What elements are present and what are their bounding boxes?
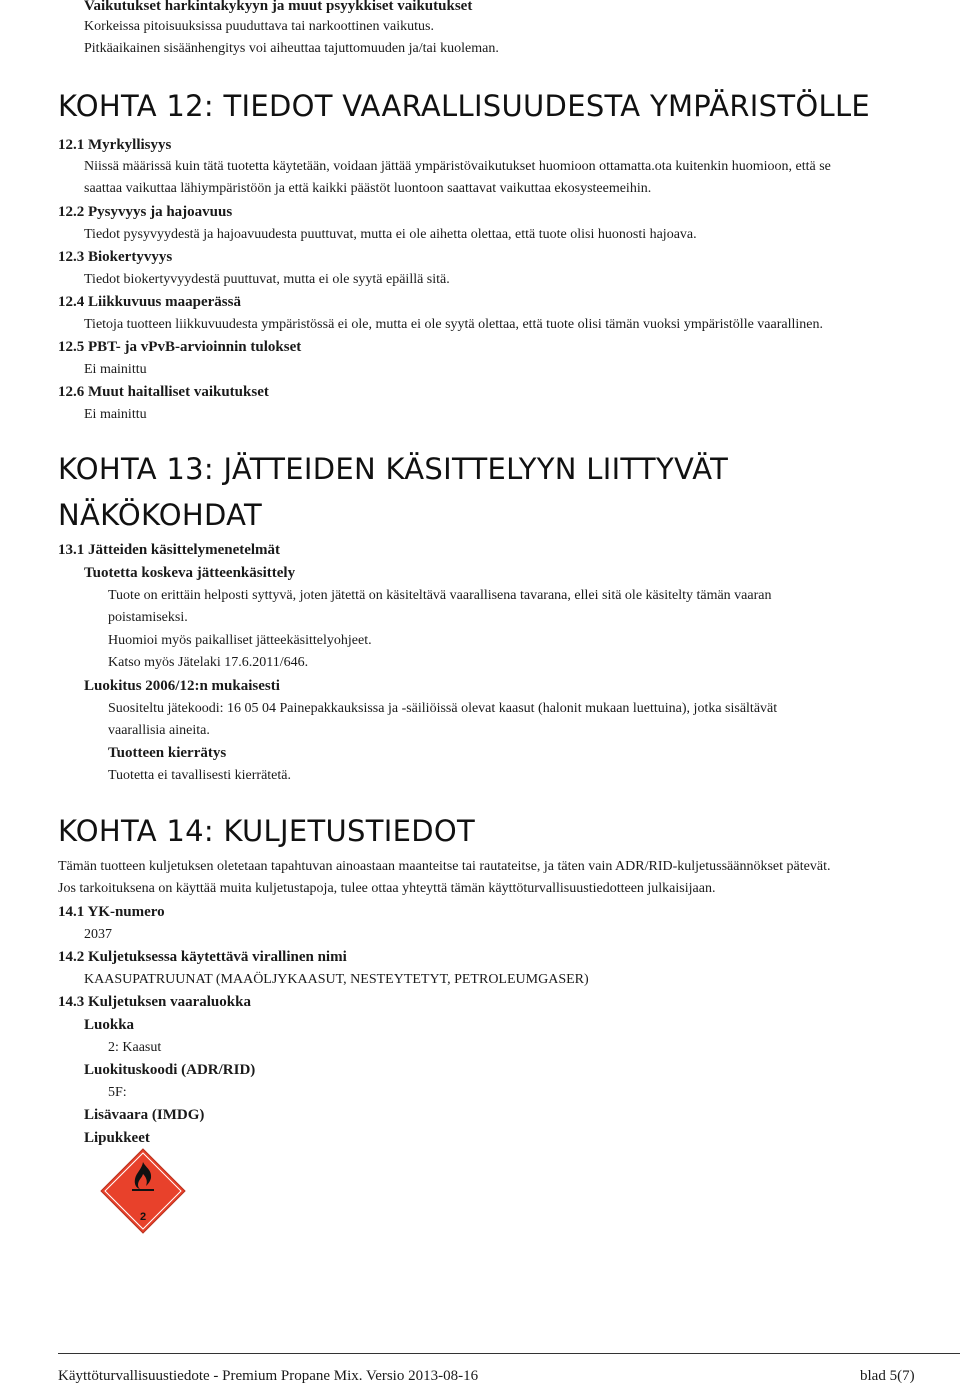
section-14-1-heading: 14.1 YK-numero	[58, 904, 165, 920]
intro-line-2: Pitkäaikainen sisäänhengitys voi aiheuttaa tajuttomuuden ja/tai kuoleman.	[84, 41, 499, 56]
section-12-5-text: Ei mainittu	[84, 362, 147, 377]
section-14-intro-line-2: Jos tarkoituksena on käyttää muita kuljetustapoja, tulee ottaa yhteyttä tämän käyttöturvallisuustiedotteen julkaisijaan.	[58, 881, 716, 896]
intro-line-1: Korkeissa pitoisuuksissa puuduttava tai narkoottinen vaikutus.	[84, 19, 434, 34]
labels-label: Lipukkeet	[84, 1130, 150, 1146]
section-12-3-text: Tiedot biokertyvyydestä puuttuvat, mutta ei ole syytä epäillä sitä.	[84, 272, 450, 287]
classification-code-value: 5F:	[108, 1085, 127, 1100]
section-12-4-heading: 12.4 Liikkuvuus maaperässä	[58, 294, 241, 310]
hazard-class-number: 2	[139, 1211, 147, 1223]
section-12-2-heading: 12.2 Pysyvyys ja hajoavuus	[58, 204, 233, 220]
intro-heading: Vaikutukset harkintakykyyn ja muut psyykkiset vaikutukset	[84, 0, 473, 14]
hazard-diamond-svg	[100, 1148, 186, 1234]
additional-hazard-label: Lisävaara (IMDG)	[84, 1107, 205, 1123]
section-12-1-heading: 12.1 Myrkyllisyys	[58, 137, 172, 153]
un-number: 2037	[84, 927, 112, 942]
product-waste-line-1: Tuote on erittäin helposti syttyvä, joten jätettä on käsiteltävä vaarallisena tavarana, ellei sitä ole käsitelty tämän vaaran	[108, 588, 772, 603]
product-waste-line-4: Katso myös Jätelaki 17.6.2011/646.	[108, 655, 309, 670]
section-14-3-heading: 14.3 Kuljetuksen vaaraluokka	[58, 994, 251, 1010]
section-12-title: KOHTA 12: TIEDOT VAARALLISUUDESTA YMPÄRISTÖLLE	[58, 89, 871, 123]
section-14-2-heading: 14.2 Kuljetuksessa käytettävä virallinen nimi	[58, 949, 347, 965]
flammable-gas-diamond-icon	[100, 1148, 186, 1234]
product-waste-heading: Tuotetta koskeva jätteenkäsittely	[84, 565, 296, 581]
section-12-1-line-2: saattaa vaikuttaa lähiympäristöön ja että kaikki päästöt luontoon saattavat vaikuttaa ekosysteemeihin.	[84, 181, 652, 196]
footer-document-info: Käyttöturvallisuustiedote - Premium Propane Mix. Versio 2013-08-16	[58, 1368, 479, 1384]
section-12-6-text: Ei mainittu	[84, 407, 147, 422]
recycle-heading: Tuotteen kierrätys	[108, 745, 227, 761]
section-14-title: KOHTA 14: KULJETUSTIEDOT	[58, 814, 475, 848]
classification-line-2: vaarallisia aineita.	[108, 723, 210, 738]
class-label: Luokka	[84, 1017, 135, 1033]
classification-heading: Luokitus 2006/12:n mukaisesti	[84, 678, 280, 694]
section-13-1-heading: 13.1 Jätteiden käsittelymenetelmät	[58, 542, 281, 558]
section-12-4-text: Tietoja tuotteen liikkuvuudesta ympäristössä ei ole, mutta ei ole syytä olettaa, että tuote olisi tämän vuoksi ympäristölle vaarallinen.	[84, 317, 823, 332]
section-12-2-text: Tiedot pysyvyydestä ja hajoavuudesta puuttuvat, mutta ei ole aihetta olettaa, että tuote olisi huonosti hajoava.	[84, 227, 697, 242]
section-12-6-heading: 12.6 Muut haitalliset vaikutukset	[58, 384, 269, 400]
section-13-title-line-2: NÄKÖKOHDAT	[58, 498, 262, 532]
shipping-name: KAASUPATRUUNAT (MAAÖLJYKAASUT, NESTEYTETYT, PETROLEUMGASER)	[84, 972, 589, 987]
section-12-5-heading: 12.5 PBT- ja vPvB-arvioinnin tulokset	[58, 339, 302, 355]
classification-code-label: Luokituskoodi (ADR/RID)	[84, 1062, 256, 1078]
section-12-1-line-1: Niissä määrissä kuin tätä tuotetta käytetään, voidaan jättää ympäristövaikutukset huomioon ottamatta.ota kuitenkin huomioon, että se	[84, 159, 831, 174]
product-waste-line-2: poistamiseksi.	[108, 610, 188, 625]
footer-divider	[58, 1353, 960, 1354]
section-13-title-line-1: KOHTA 13: JÄTTEIDEN KÄSITTELYYN LIITTYVÄT	[58, 452, 729, 486]
classification-line-1: Suositeltu jätekoodi: 16 05 04 Painepakkauksissa ja -säiliöissä olevat kaasut (halonit mukaan luettuina), jotka sisältävät	[108, 701, 778, 716]
product-waste-line-3: Huomioi myös paikalliset jätteekäsittelyohjeet.	[108, 633, 372, 648]
class-value: 2: Kaasut	[108, 1040, 162, 1055]
section-12-3-heading: 12.3 Biokertyvyys	[58, 249, 173, 265]
section-14-intro-line-1: Tämän tuotteen kuljetuksen oletetaan tapahtuvan ainoastaan maanteitse tai rautateitse, ja täten vain ADR/RID-kuljetussäännökset pätevät.	[58, 859, 831, 874]
footer-page-number: blad 5(7)	[860, 1368, 915, 1384]
recycle-text: Tuotetta ei tavallisesti kierrätetä.	[108, 768, 291, 783]
